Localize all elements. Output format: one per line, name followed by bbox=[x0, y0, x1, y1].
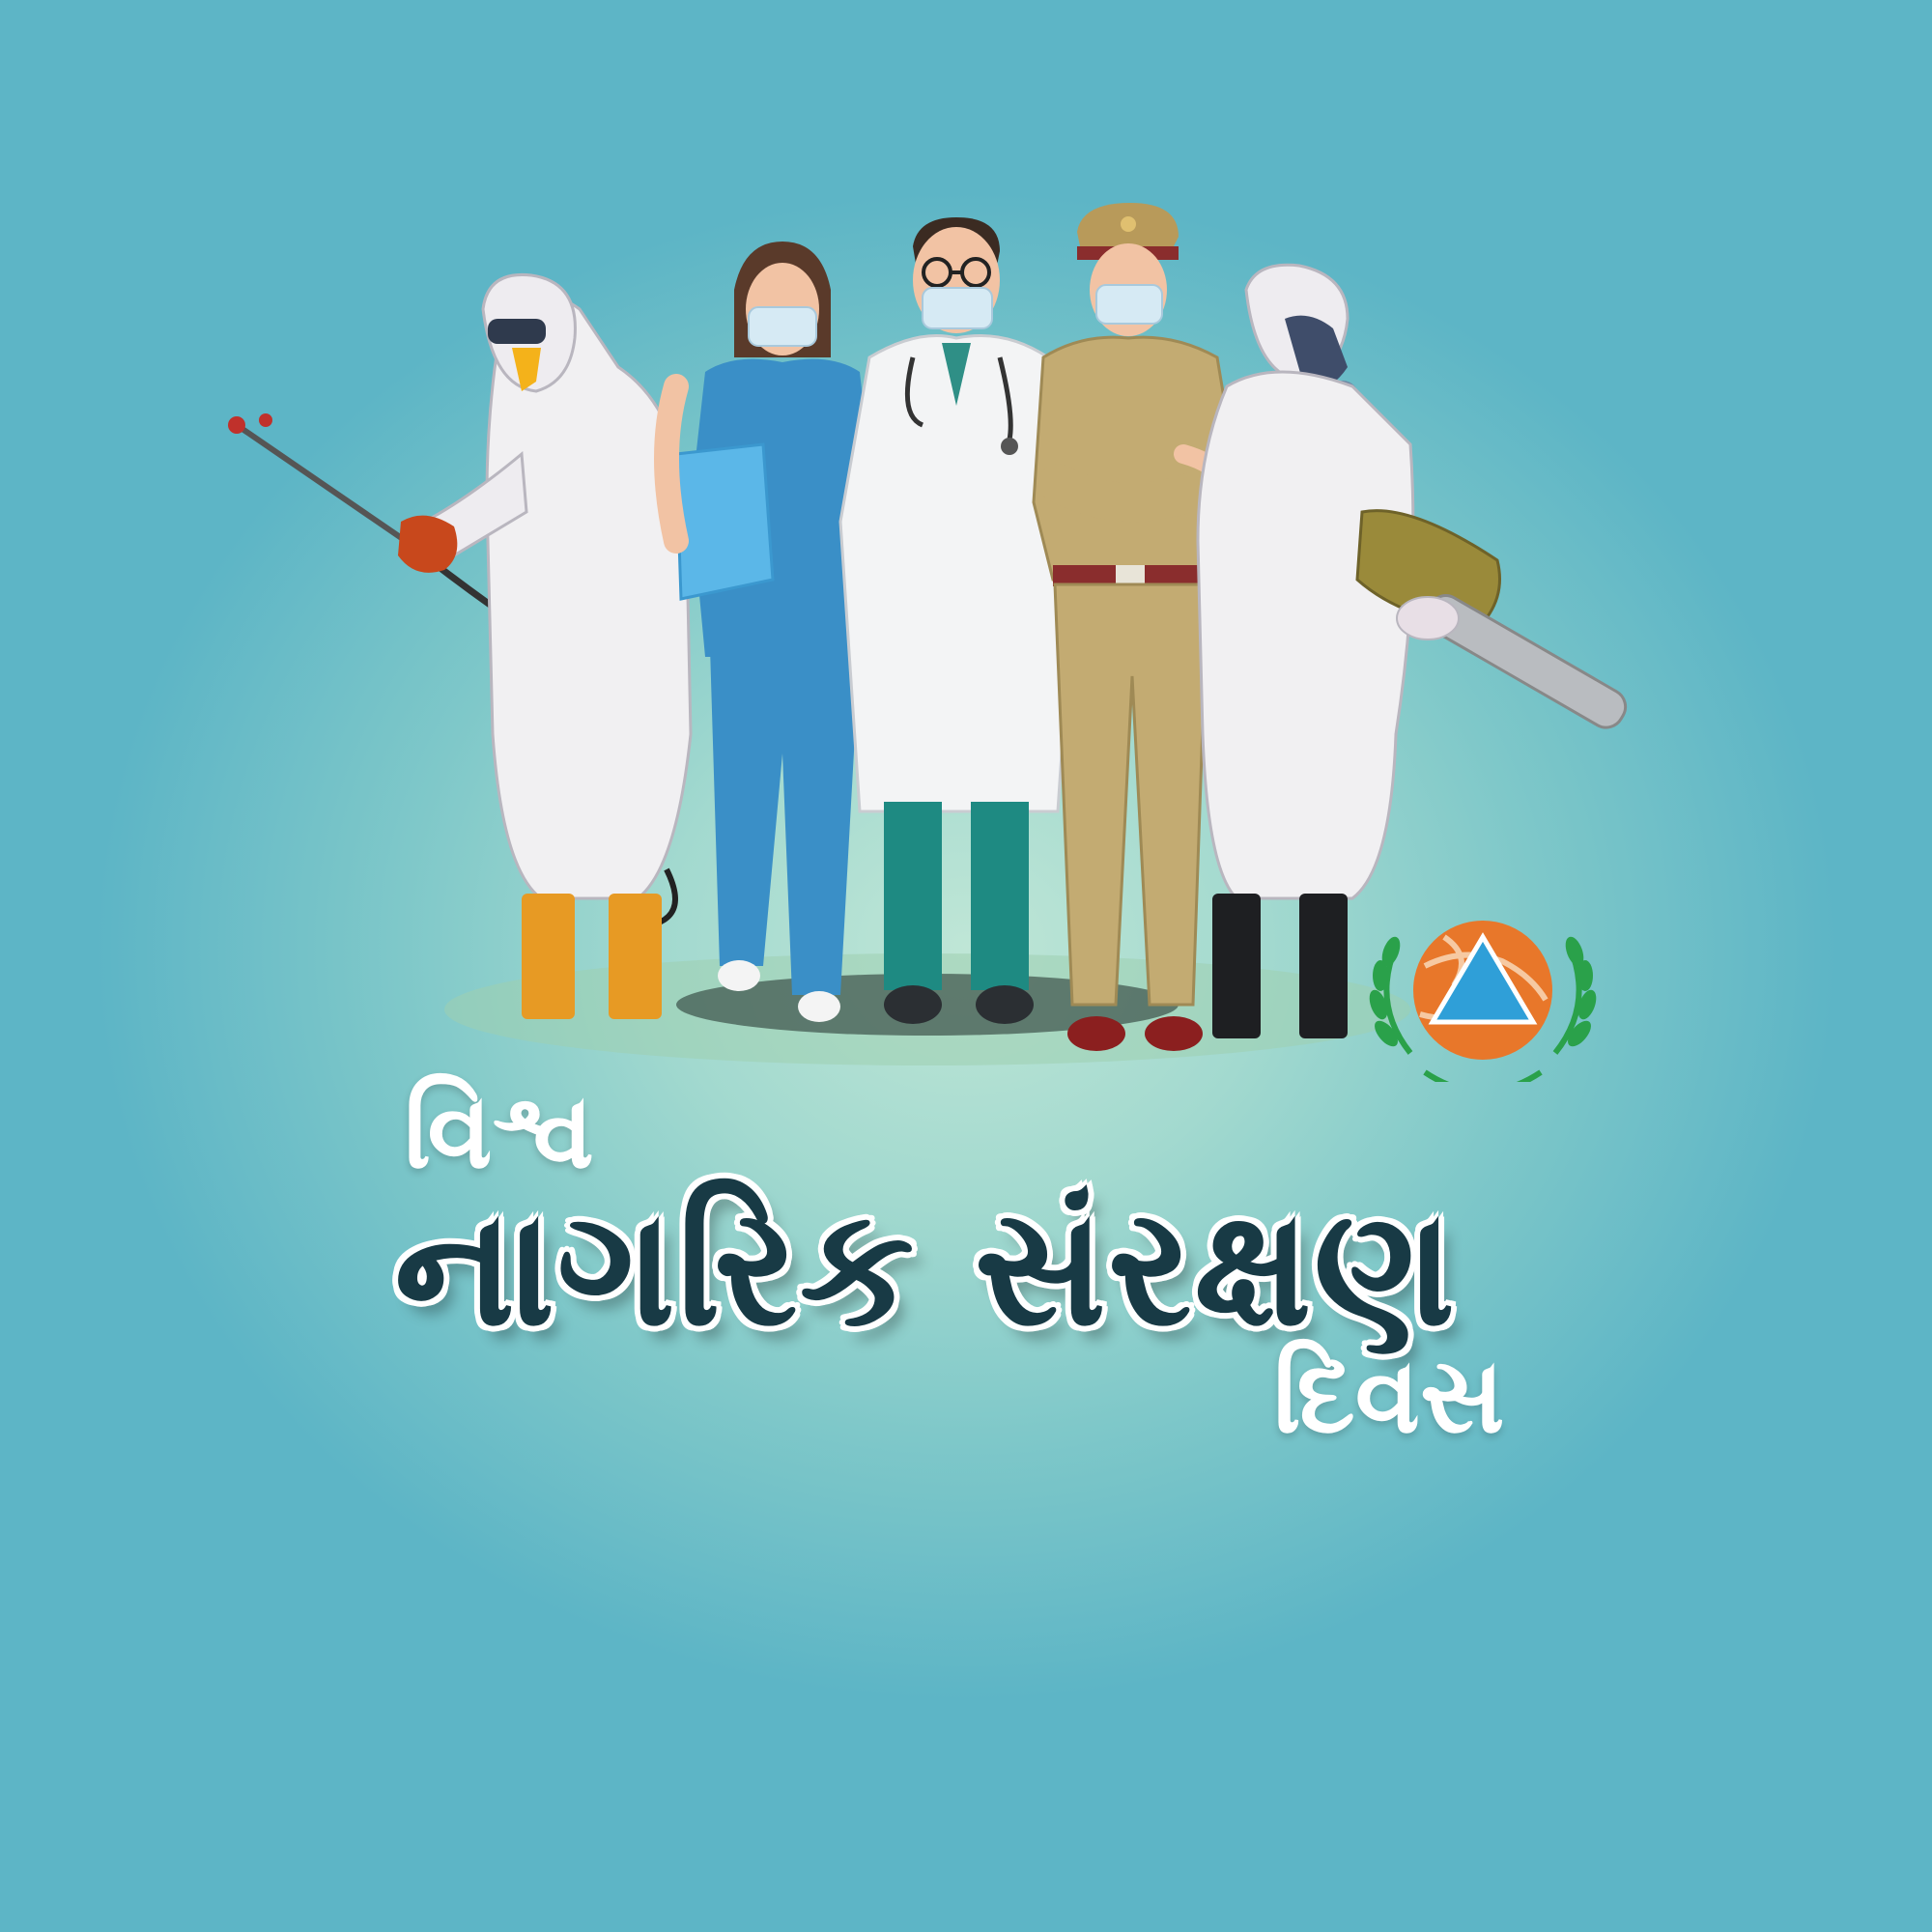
title-line-2: નાગરિક સંરક્ષણ bbox=[394, 1173, 1458, 1362]
title-line-1: વિશ્વ bbox=[404, 1071, 594, 1192]
nurse-icon bbox=[667, 242, 874, 1022]
fogging-worker-icon bbox=[1198, 265, 1632, 1038]
title-line-3: દિવસ bbox=[1273, 1336, 1505, 1457]
sanitizer-worker-icon bbox=[228, 274, 691, 1019]
doctor-icon bbox=[840, 217, 1077, 1024]
